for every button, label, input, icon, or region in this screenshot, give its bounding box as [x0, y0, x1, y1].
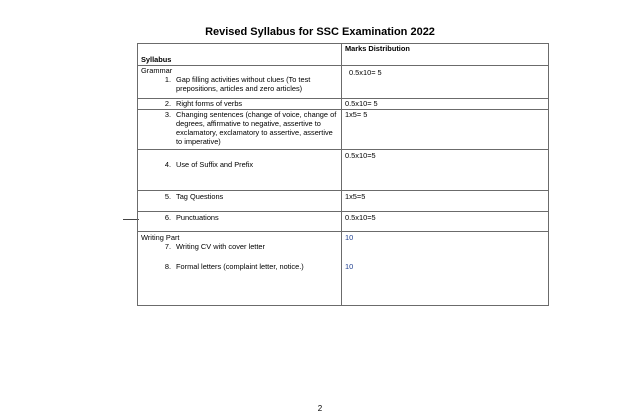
- list-item: 6. Punctuations: [164, 213, 219, 222]
- table-row: [138, 150, 549, 191]
- list-item: 2. Right forms of verbs: [164, 99, 243, 108]
- marks-value: 0.5x10= 5: [349, 68, 382, 77]
- marks-value: 0.5x10=5: [345, 151, 376, 160]
- table-row: [138, 232, 549, 306]
- table-row: [138, 191, 549, 212]
- marks-value: 10: [345, 233, 354, 242]
- list-item: 7. Writing CV with cover letter: [164, 242, 265, 251]
- table-row: [138, 66, 549, 99]
- list-item: 5. Tag Questions: [164, 192, 224, 201]
- marks-value: 0.5x10= 5: [345, 99, 378, 108]
- table-row: [138, 99, 549, 110]
- marks-value: 1x5= 5: [345, 110, 368, 119]
- marks-value: 0.5x10=5: [345, 213, 376, 222]
- list-item: 8. Formal letters (complaint letter, notice.): [164, 262, 304, 271]
- header-marks-distribution: Marks Distribution: [345, 44, 410, 53]
- page-number: 2: [317, 404, 323, 413]
- marks-value: 1x5=5: [345, 192, 366, 201]
- list-item: 4. Use of Suffix and Prefix: [164, 160, 254, 169]
- marks-value: 10: [345, 262, 354, 271]
- table-header-row: [138, 44, 549, 66]
- section-grammar: Grammar: [141, 66, 173, 75]
- table-row: [138, 110, 549, 150]
- table-row: [138, 212, 549, 232]
- section-writing-part: Writing Part: [141, 233, 180, 242]
- list-item: 3. Changing sentences (change of voice, change of degrees, affirmative to negative, assertive to exclamatory, exclamatory to assertive, assertive to imperative): [164, 110, 337, 146]
- header-syllabus: Syllabus: [141, 55, 172, 64]
- syllabus-table: [137, 43, 549, 306]
- page-title: Revised Syllabus for SSC Examination 2022: [205, 26, 435, 38]
- list-item: 1. Gap filling activities without clues (To test prepositions, articles and zero articles): [164, 75, 311, 93]
